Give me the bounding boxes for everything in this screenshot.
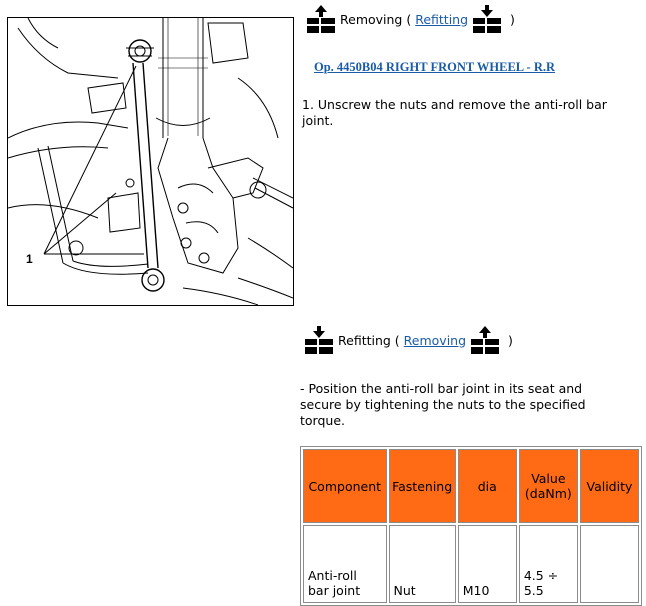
suspension-illustration: [7, 17, 294, 306]
refitting-close: ): [508, 332, 513, 348]
operation-link[interactable]: Op. 4450B04 RIGHT FRONT WHEEL - R.R: [314, 60, 556, 74]
step-1-text: 1. Unscrew the nuts and remove the anti-roll bar joint.: [302, 97, 607, 128]
cell-fastening: Nut: [389, 525, 456, 603]
refitting-instruction: - Position the anti-roll bar joint in its seat and secure by tightening the nuts to the specified torque.: [300, 381, 586, 428]
down-arrow-box-icon: [472, 4, 502, 34]
refitting-heading: [304, 325, 513, 355]
table-header-row: [303, 449, 639, 523]
refitting-link[interactable]: Refitting: [415, 11, 469, 27]
cell-validity: [580, 525, 639, 603]
table-row: [303, 525, 639, 603]
header-fastening: Fastening: [389, 449, 456, 523]
header-validity: Validity: [580, 449, 639, 523]
down-arrow-box-icon: [304, 325, 334, 355]
header-component: Component: [303, 449, 387, 523]
up-arrow-box-icon: [470, 325, 500, 355]
cell-component: Anti-roll bar joint: [303, 525, 387, 603]
removing-link[interactable]: Removing: [403, 332, 467, 348]
header-dia: dia: [458, 449, 517, 523]
up-arrow-box-icon: [306, 4, 336, 34]
removing-title: Removing (: [340, 11, 412, 27]
header-value: Value (daNm): [519, 449, 578, 523]
refitting-title: Refitting (: [338, 332, 400, 348]
cell-dia: M10: [458, 525, 517, 603]
removing-close: ): [510, 11, 515, 27]
torque-table: [300, 446, 642, 606]
removing-heading: [306, 4, 515, 34]
callout-number: 1: [26, 252, 33, 266]
cell-value: 4.5 ÷ 5.5: [519, 525, 578, 603]
